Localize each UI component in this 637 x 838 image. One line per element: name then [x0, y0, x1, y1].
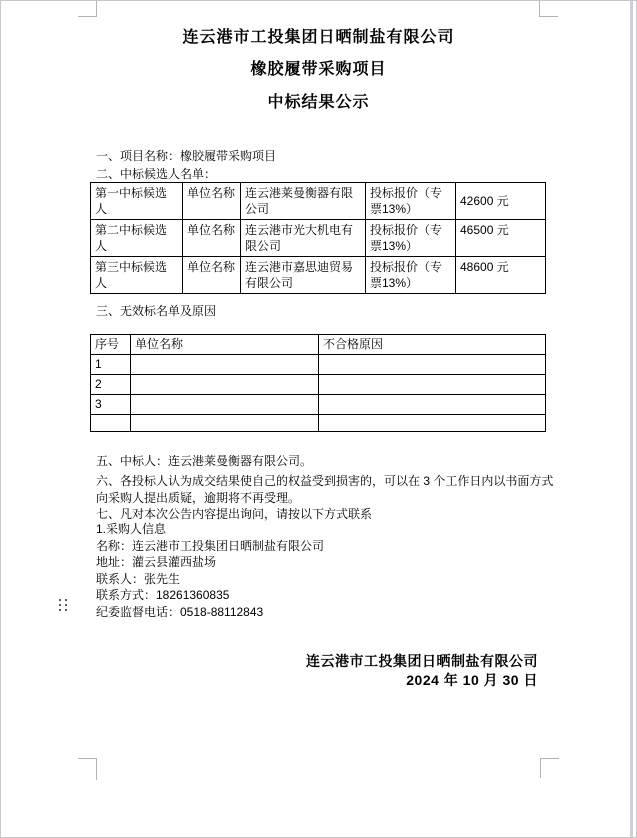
table-row: [91, 395, 546, 415]
unit-label: 单位名称: [183, 257, 241, 294]
candidate-company: 连云港市嘉思迪贸易有限公司: [241, 257, 366, 294]
document-title-announcement: 中标结果公示: [267, 94, 370, 111]
seq-cell: 2: [91, 375, 131, 395]
section-candidates-heading: 二、中标候选人名单：: [96, 167, 217, 181]
unit-cell: [131, 375, 319, 395]
reason-cell: [319, 395, 546, 415]
unit-cell: [131, 355, 319, 375]
col-header-reason: 不合格原因: [319, 335, 546, 355]
contact-name-line: 名称：连云港市工投集团日晒制盐有限公司: [96, 539, 325, 553]
document-title-project: 橡胶履带采购项目: [250, 61, 387, 78]
invalid-bids-table: [90, 334, 546, 432]
page-right-edge: [630, 0, 633, 838]
col-header-seq: 序号: [91, 335, 131, 355]
candidate-rank: 第二中标候选人: [91, 220, 183, 257]
table-row: [91, 415, 546, 432]
table-row: [91, 257, 546, 294]
footer-company-signature: 连云港市工投集团日晒制盐有限公司: [306, 653, 538, 669]
unit-cell: [131, 395, 319, 415]
price-value: 46500 元: [456, 220, 546, 257]
section-contact-intro: 七、凡对本次公告内容提出询问，请按以下方式联系: [96, 507, 373, 521]
seq-cell: 1: [91, 355, 131, 375]
table-row: [91, 183, 546, 220]
table-row: [91, 355, 546, 375]
candidate-rank: 第三中标候选人: [91, 257, 183, 294]
section-project-name: 一、项目名称：橡胶履带采购项目: [96, 149, 277, 163]
col-header-unit: 单位名称: [131, 335, 319, 355]
document-title-company: 连云港市工投集团日晒制盐有限公司: [182, 29, 455, 46]
unit-label: 单位名称: [183, 183, 241, 220]
unit-label: 单位名称: [183, 220, 241, 257]
buyer-contact-block: [96, 538, 324, 620]
reason-cell: [319, 355, 546, 375]
reason-cell: [319, 415, 546, 432]
reason-cell: [319, 375, 546, 395]
crop-mark-bottom-right-icon: [540, 758, 559, 778]
price-value: 48600 元: [456, 257, 546, 294]
buyer-info-title: 1.采购人信息: [96, 522, 167, 536]
unit-cell: [131, 415, 319, 432]
candidate-company: 连云港市光大机电有限公司: [241, 220, 366, 257]
crop-mark-top-left-icon: [78, 0, 97, 17]
table-header-row: [91, 335, 546, 355]
candidate-company: 连云港莱曼衡器有限公司: [241, 183, 366, 220]
contact-person-line: 联系人：张先生: [96, 571, 181, 586]
section-invalid-heading: 三、无效标名单及原因: [96, 304, 217, 318]
footer-date: 2024 年 10 月 30 日: [406, 672, 538, 688]
contact-phone-line: 联系方式：18261360835: [96, 588, 230, 603]
contact-supervision-phone-line: 纪委监督电话：0518-88112843: [96, 604, 264, 619]
price-label: 投标报价（专票13%）: [366, 257, 456, 294]
candidate-rank: 第一中标候选人: [91, 183, 183, 220]
price-value: 42600 元: [456, 183, 546, 220]
seq-cell: 3: [91, 395, 131, 415]
section-winner: 五、中标人：连云港莱曼衡器有限公司。: [96, 454, 313, 468]
price-label: 投标报价（专票13%）: [366, 183, 456, 220]
crop-mark-bottom-left-icon: [78, 758, 97, 780]
crop-mark-top-right-icon: [539, 0, 558, 17]
candidates-table: [90, 182, 546, 294]
table-row: [91, 375, 546, 395]
seq-cell: [91, 415, 131, 432]
price-label: 投标报价（专票13%）: [366, 220, 456, 257]
drag-handle-icon[interactable]: [59, 599, 67, 611]
contact-address-line: 地址：灌云县灌西盐场: [96, 555, 217, 570]
section-objection: 六、各投标人认为成交结果使自己的权益受到损害的，可以在 3 个工作日内以书面方式向采购人提出质疑，逾期将不再受理。: [96, 474, 554, 505]
table-row: [91, 220, 546, 257]
